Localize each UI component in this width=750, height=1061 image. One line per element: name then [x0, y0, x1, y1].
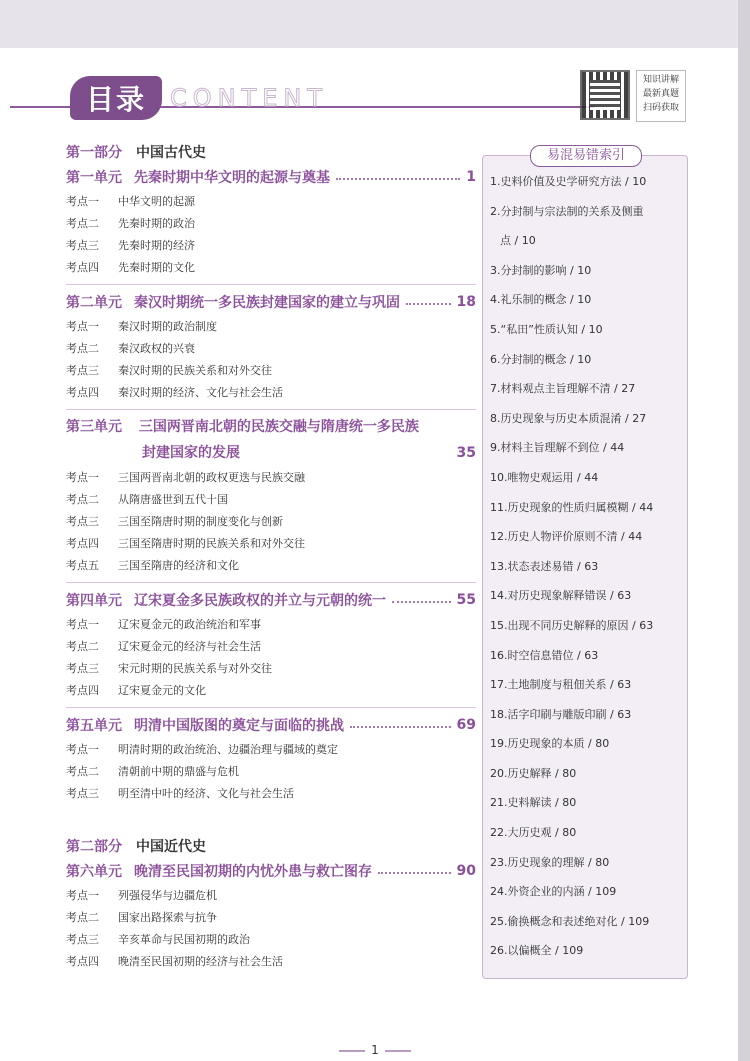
- point-entry[interactable]: [66, 760, 476, 782]
- point-label: 考点二: [66, 342, 99, 355]
- index-item[interactable]: 11.历史现象的性质归属模糊 / 44: [490, 500, 654, 514]
- index-item[interactable]: 14.对历史现象解释错误 / 63: [490, 589, 632, 603]
- page-title: 目录: [70, 76, 162, 120]
- point-entry[interactable]: [66, 635, 476, 657]
- point-title: 三国两晋南北朝的政权更迭与民族交融: [118, 471, 305, 484]
- unit-page: 90: [456, 863, 476, 879]
- part-heading: [66, 140, 476, 164]
- part-title: 中国近代史: [136, 839, 206, 855]
- point-title: 先秦时期的政治: [118, 217, 195, 230]
- point-entry[interactable]: [66, 212, 476, 234]
- error-index-title: 易混易错索引: [530, 145, 642, 167]
- point-label: 考点三: [66, 787, 99, 800]
- part-label: 第二部分: [66, 839, 122, 855]
- point-label: 考点二: [66, 911, 99, 924]
- point-entry[interactable]: [66, 613, 476, 635]
- unit-page: 69: [456, 717, 476, 733]
- point-title: 三国至隋唐时期的民族关系和对外交往: [118, 537, 305, 550]
- page-number-rule: [385, 1050, 411, 1052]
- point-label: 考点一: [66, 743, 99, 756]
- part-heading: [66, 834, 476, 858]
- index-item[interactable]: 13.状态表述易错 / 63: [490, 559, 599, 573]
- point-entry[interactable]: [66, 657, 476, 679]
- index-item[interactable]: 1.史料价值及史学研究方法 / 10: [490, 175, 647, 188]
- point-title: 国家出路探索与抗争: [118, 911, 217, 924]
- point-title: 从隋唐盛世到五代十国: [118, 493, 228, 506]
- point-label: 考点四: [66, 955, 99, 968]
- unit-page: 55: [456, 592, 476, 608]
- index-item[interactable]: 23.历史现象的理解 / 80: [490, 855, 610, 869]
- point-label: 考点二: [66, 217, 99, 230]
- point-title: 秦汉政权的兴衰: [118, 342, 195, 355]
- point-entry[interactable]: [66, 738, 476, 760]
- part-label: 第一部分: [66, 145, 122, 161]
- point-label: 考点一: [66, 195, 99, 208]
- leader-dots: [392, 601, 451, 603]
- point-label: 考点二: [66, 640, 99, 653]
- point-title: 辽宋夏金元的政治统治和军事: [118, 618, 261, 631]
- unit-entry[interactable]: [66, 858, 476, 884]
- unit-entry[interactable]: [66, 289, 476, 315]
- point-label: 考点四: [66, 261, 99, 274]
- index-item[interactable]: 2.分封制与宗法制的关系及侧重: [490, 204, 644, 218]
- point-label: 考点一: [66, 471, 99, 484]
- point-entry[interactable]: [66, 906, 476, 928]
- unit-title: 明清中国版图的奠定与面临的挑战: [134, 718, 344, 734]
- point-title: 先秦时期的经济: [118, 239, 195, 252]
- point-entry[interactable]: [66, 337, 476, 359]
- point-title: 秦汉时期的政治制度: [118, 320, 217, 333]
- top-band: [0, 0, 750, 48]
- index-item[interactable]: 16.时空信息错位 / 63: [490, 648, 599, 662]
- point-entry[interactable]: [66, 315, 476, 337]
- index-item[interactable]: 3.分封制的影响 / 10: [490, 263, 592, 277]
- point-entry[interactable]: [66, 679, 476, 701]
- unit-entry[interactable]: [66, 587, 476, 613]
- leader-dots: [336, 178, 460, 180]
- qr-line-3: 扫码获取: [642, 103, 679, 113]
- index-item[interactable]: 12.历史人物评价原则不清 / 44: [490, 530, 643, 544]
- point-label: 考点一: [66, 889, 99, 902]
- point-entry[interactable]: [66, 256, 476, 278]
- point-title: 辽宋夏金元的文化: [118, 684, 206, 697]
- point-entry[interactable]: [66, 554, 476, 576]
- leader-dots: [350, 726, 451, 728]
- qr-line-1: 知识讲解: [642, 75, 679, 85]
- point-label: 考点一: [66, 320, 99, 333]
- page-edge: [738, 0, 750, 1061]
- point-label: 考点四: [66, 684, 99, 697]
- page-number-rule: [339, 1050, 365, 1052]
- index-item[interactable]: 点 / 10: [500, 234, 536, 248]
- point-title: 中华文明的起源: [118, 195, 195, 208]
- point-label: 考点三: [66, 933, 99, 946]
- index-item[interactable]: 15.出现不同历史解释的原因 / 63: [490, 618, 654, 632]
- point-title: 明至清中叶的经济、文化与社会生活: [118, 787, 294, 800]
- unit-page: 1: [466, 169, 476, 185]
- point-title: 先秦时期的文化: [118, 261, 195, 274]
- index-item[interactable]: 22.大历史观 / 80: [490, 826, 577, 840]
- page-number-value: 1: [371, 1043, 379, 1057]
- index-item[interactable]: 6.分封制的概念 / 10: [490, 352, 592, 366]
- point-entry[interactable]: [66, 928, 476, 950]
- unit-entry[interactable]: [66, 414, 476, 466]
- index-item[interactable]: 20.历史解释 / 80: [490, 766, 577, 780]
- index-item[interactable]: 19.历史现象的本质 / 80: [490, 737, 610, 751]
- index-item[interactable]: 7.材料观点主旨理解不清 / 27: [490, 382, 636, 396]
- unit-title: 先秦时期中华文明的起源与奠基: [134, 170, 330, 186]
- point-entry[interactable]: [66, 190, 476, 212]
- unit-label: 第六单元: [66, 864, 122, 880]
- point-label: 考点四: [66, 537, 99, 550]
- unit-label: 第三单元: [66, 419, 122, 435]
- point-title: 明清时期的政治统治、边疆治理与疆域的奠定: [118, 743, 338, 756]
- point-entry[interactable]: [66, 782, 476, 804]
- unit-title-cont: 封建国家的发展: [142, 445, 240, 461]
- point-entry[interactable]: [66, 950, 476, 972]
- point-title: 秦汉时期的经济、文化与社会生活: [118, 386, 283, 399]
- point-title: 辽宋夏金元的经济与社会生活: [118, 640, 261, 653]
- point-entry[interactable]: [66, 381, 476, 403]
- point-label: 考点三: [66, 662, 99, 675]
- index-item[interactable]: 9.材料主旨理解不到位 / 44: [490, 441, 625, 455]
- point-title: 三国至隋唐的经济和文化: [118, 559, 239, 572]
- point-label: 考点三: [66, 515, 99, 528]
- unit-title: 三国两晋南北朝的民族交融与隋唐统一多民族: [138, 419, 419, 435]
- point-entry[interactable]: [66, 510, 476, 532]
- point-title: 清朝前中期的鼎盛与危机: [118, 765, 239, 778]
- point-label: 考点一: [66, 618, 99, 631]
- point-entry[interactable]: [66, 532, 476, 554]
- table-of-contents: [66, 140, 476, 972]
- index-item[interactable]: 26.以偏概全 / 109: [490, 944, 584, 958]
- point-label: 考点二: [66, 765, 99, 778]
- point-label: 考点五: [66, 559, 99, 572]
- point-title: 宋元时期的民族关系与对外交往: [118, 662, 272, 675]
- unit-title: 辽宋夏金多民族政权的并立与元朝的统一: [134, 593, 386, 609]
- point-entry[interactable]: [66, 466, 476, 488]
- index-item[interactable]: 18.活字印刷与雕版印刷 / 63: [490, 707, 632, 721]
- point-entry[interactable]: [66, 488, 476, 510]
- index-item[interactable]: 17.土地制度与租佃关系 / 63: [490, 678, 632, 692]
- point-entry[interactable]: [66, 359, 476, 381]
- unit-label: 第四单元: [66, 593, 122, 609]
- leader-dots: [406, 303, 451, 305]
- point-label: 考点四: [66, 386, 99, 399]
- point-title: 秦汉时期的民族关系和对外交往: [118, 364, 272, 377]
- point-title: 三国至隋唐时期的制度变化与创新: [118, 515, 283, 528]
- index-item[interactable]: 10.唯物史观运用 / 44: [490, 470, 599, 484]
- point-entry[interactable]: [66, 884, 476, 906]
- unit-page: 35: [456, 445, 476, 461]
- unit-entry[interactable]: [66, 712, 476, 738]
- index-item[interactable]: 21.史料解读 / 80: [490, 796, 577, 810]
- error-index-list: [490, 167, 685, 966]
- index-item[interactable]: 4.礼乐制的概念 / 10: [490, 293, 592, 307]
- leader-dots: [378, 872, 451, 874]
- qr-code-icon[interactable]: [580, 70, 630, 120]
- page-number: [0, 1043, 750, 1057]
- point-label: 考点三: [66, 239, 99, 252]
- index-item[interactable]: 5.“私田”性质认知 / 10: [490, 322, 603, 336]
- unit-label: 第五单元: [66, 718, 122, 734]
- unit-entry[interactable]: [66, 164, 476, 190]
- point-label: 考点二: [66, 493, 99, 506]
- index-item[interactable]: 24.外资企业的内涵 / 109: [490, 885, 617, 899]
- qr-line-2: 最新真题: [642, 89, 679, 99]
- point-title: 列强侵华与边疆危机: [118, 889, 217, 902]
- index-item[interactable]: 25.偷换概念和表述绝对化 / 109: [490, 914, 650, 928]
- index-item[interactable]: 8.历史现象与历史本质混淆 / 27: [490, 411, 647, 425]
- point-title: 晚清至民国初期的经济与社会生活: [118, 955, 283, 968]
- unit-title: 秦汉时期统一多民族封建国家的建立与巩固: [134, 295, 400, 311]
- unit-label: 第一单元: [66, 170, 122, 186]
- unit-title: 晚清至民国初期的内忧外患与救亡图存: [134, 864, 372, 880]
- point-title: 辛亥革命与民国初期的政治: [118, 933, 250, 946]
- page-subtitle: CONTENT: [170, 84, 329, 112]
- part-title: 中国古代史: [136, 145, 206, 161]
- qr-caption: [636, 70, 686, 122]
- point-label: 考点三: [66, 364, 99, 377]
- unit-page: 18: [456, 294, 476, 310]
- unit-label: 第二单元: [66, 295, 122, 311]
- point-entry[interactable]: [66, 234, 476, 256]
